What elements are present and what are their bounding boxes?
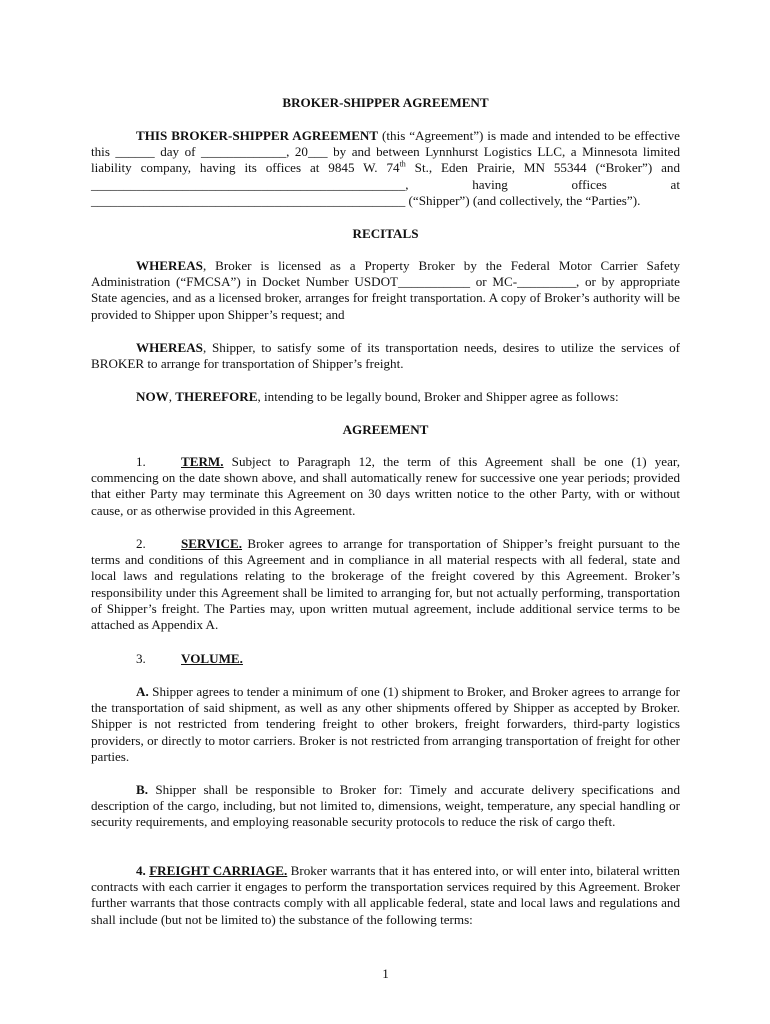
section-4-freight-carriage <box>91 863 680 928</box>
recital-1-text: , Broker is licensed as a Property Broker by the Federal Motor Carrier Safety Administration (“FMCSA”) in Docket Number USDOT___________ or MC-_________, or by appropriate State agencies, and as a licensed broker, arranges for freight transportation. A copy of Broker’s authority will be provided to Shipper upon Shipper’s request; and <box>91 258 680 322</box>
section-1-text: Subject to Paragraph 12, the term of this Agreement shall be one (1) year, commencing on the date shown above, and shall automatically renew for successive one year periods; provided that either Party may terminate this Agreement on 30 days written notice to the other Party, with or without cause, or as otherwise provided in this Agreement. <box>91 454 680 518</box>
section-4-title: FREIGHT CARRIAGE. <box>149 863 288 878</box>
recital-3-text: , intending to be legally bound, Broker and Shipper agree as follows: <box>257 389 619 404</box>
section-3a-text: Shipper agrees to tender a minimum of one (1) shipment to Broker, and Broker agrees to arrange for the transportation of said shipment, as well as any other shipments offered by Shipper as accepted by Broker. Shipper is not restricted from tendering freight to other brokers, freight forwarders, third-party logistics providers, or directly to motor carriers. Broker is not restricted from arranging transportation of freight for other parties. <box>91 684 680 764</box>
section-2-number: 2. <box>136 536 146 551</box>
document-title: BROKER-SHIPPER AGREEMENT <box>282 95 489 110</box>
section-1-term <box>91 454 680 519</box>
intro-paragraph <box>91 128 680 209</box>
section-3b-lead: B. <box>136 782 149 797</box>
section-4-text: Broker warrants that it has entered into, or will enter into, bilateral written contracts with each carrier it engages to perform the transportation services required by this Agreement. Broker further warrants that those contracts comply with all applicable federal, state and local laws and regulations and shall include (but not be limited to) the substance of the following terms: <box>91 863 680 927</box>
section-2-service <box>91 536 680 633</box>
intro-lead: THIS BROKER-SHIPPER AGREEMENT <box>136 128 379 143</box>
section-3b-text: Shipper shall be responsible to Broker for: Timely and accurate delivery specifications and description of the cargo, including, but not limited to, dimensions, weight, temperature, any special handling or security requirements, and employing reasonable security protocols to reduce the risk of cargo theft. <box>91 782 680 830</box>
page-number: 1 <box>382 966 389 981</box>
section-3-title: VOLUME. <box>181 651 243 666</box>
section-1-title: TERM. <box>181 454 224 469</box>
recital-paragraph-3 <box>91 389 680 405</box>
section-3a-lead: A. <box>136 684 149 699</box>
section-3-number: 3. <box>136 651 146 666</box>
section-3-volume <box>91 651 680 667</box>
recital-paragraph-1 <box>91 258 680 323</box>
section-4-number: 4. <box>136 863 146 878</box>
agreement-heading: AGREEMENT <box>342 422 429 437</box>
section-2-text: Broker agrees to arrange for transportation of Shipper’s freight pursuant to the terms and conditions of this Agreement and in compliance in all material respects with all federal, state and local laws and regulations relating to the brokerage of the freight covered by this Agreement. Broker’s responsibility under this Agreement shall be limited to arranging for, but not actually performing, transportation of Shipper’s freight. The Parties may, upon written mutual agreement, include additional service terms to be attached as Appendix A. <box>91 536 680 633</box>
recital-3-lead-therefore: THEREFORE <box>175 389 258 404</box>
recital-3-lead-now: NOW <box>136 389 169 404</box>
section-2-title: SERVICE. <box>181 536 243 551</box>
section-3a-paragraph <box>91 684 680 765</box>
section-1-number: 1. <box>136 454 146 469</box>
recital-paragraph-2 <box>91 340 680 372</box>
section-3b-paragraph <box>91 782 680 831</box>
document-page <box>91 0 680 1024</box>
recital-1-lead: WHEREAS <box>136 258 203 273</box>
recitals-heading: RECITALS <box>352 226 419 241</box>
intro-text-b: St., Eden Prairie, MN 55344 (“Broker”) and ________________________________________________, having offices at ________________________________________________ (“Shipper”) (and collectively, the “Parties”). <box>91 160 680 208</box>
recital-2-text: , Shipper, to satisfy some of its transportation needs, desires to utilize the services of BROKER to arrange for transportation of Shipper’s freight. <box>91 340 680 372</box>
intro-text-a: (this “Agreement”) is made and intended to be effective this ______ day of _____________, 20___ by and between Lynnhurst Logistics LLC, a Minnesota limited liability company, having its offices at 9845 W. 74 <box>91 128 680 176</box>
recital-2-lead: WHEREAS <box>136 340 203 355</box>
recital-3-separator: , <box>168 389 176 404</box>
intro-superscript: th <box>399 160 406 170</box>
